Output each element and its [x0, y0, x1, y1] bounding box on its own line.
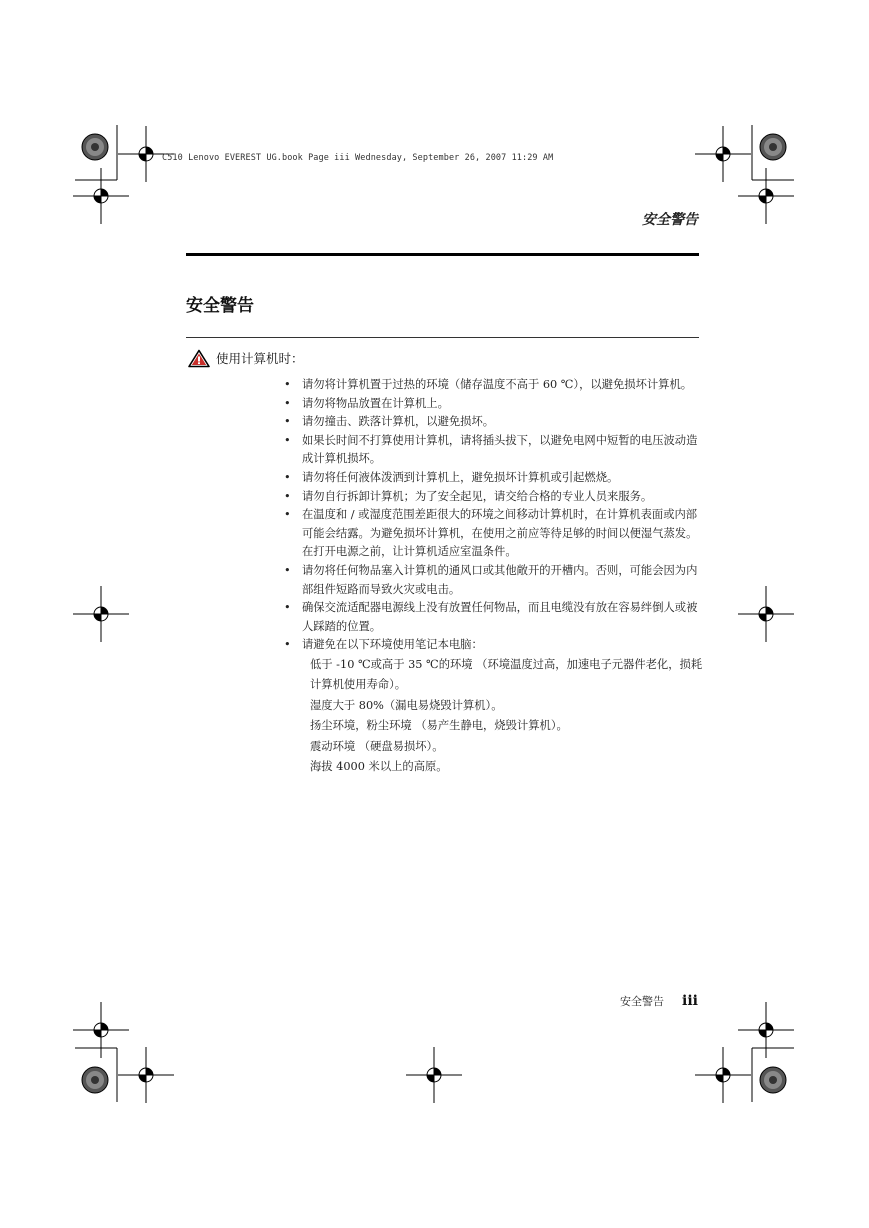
footer-section-label: 安全警告 [620, 995, 665, 1008]
environment-list [302, 655, 704, 778]
list-item-text: 请避免在以下环境使用笔记本电脑： [302, 638, 483, 652]
list-item: • 请勿撞击、跌落计算机，以避免损坏。 [284, 413, 704, 432]
section-title: 安全警告 [186, 296, 254, 316]
environment-item: 海拔 4000 米以上的高原。 [310, 760, 448, 774]
page-footer [620, 993, 698, 1009]
page-number: iii [682, 993, 698, 1009]
environment-item: 湿度大于 80%（漏电易烧毁计算机）。 [310, 698, 503, 712]
running-head: 安全警告 [642, 212, 698, 228]
warning-heading [188, 348, 304, 368]
list-item: • 请勿将物品放置在计算机上。 [284, 395, 704, 414]
environment-item: 震动环境 （硬盘易损坏）。 [310, 739, 444, 753]
list-item-environments [284, 636, 704, 778]
list-item: • 请勿将任何物品塞入计算机的通风口或其他敞开的开槽内。否则，可能会因为内部组件短路而导致火灾或电击。 [284, 562, 704, 599]
list-item: • 请勿将任何液体泼洒到计算机上，避免损坏计算机或引起燃烧。 [284, 469, 704, 488]
list-item: • 请勿将计算机置于过热的环境（储存温度不高于 60 ℃），以避免损坏计算机。 [284, 376, 704, 395]
section-divider [186, 337, 699, 338]
header-rule [186, 253, 699, 256]
list-item: • 确保交流适配器电源线上没有放置任何物品，而且电缆没有放在容易绊倒人或被人踩踏的位置。 [284, 599, 704, 636]
print-slug-line: C510 Lenovo EVEREST UG.book Page iii Wednesday, September 26, 2007 11:29 AM [162, 153, 554, 163]
environment-item: 扬尘环境，粉尘环境 （易产生静电，烧毁计算机）。 [310, 719, 568, 733]
list-item: • 在温度和 / 或湿度范围差距很大的环境之间移动计算机时，在计算机表面或内部可能会结露。为避免损坏计算机，在使用之前应等待足够的时间以便湿气蒸发。在打开电源之前，让计算机适应室温条件。 [284, 506, 704, 562]
safety-bullet-list [284, 376, 704, 778]
warning-triangle-icon [188, 349, 210, 368]
list-item: • 如果长时间不打算使用计算机，请将插头拔下，以避免电网中短暂的电压波动造成计算机损坏。 [284, 432, 704, 469]
warning-label: 使用计算机时： [216, 351, 304, 366]
environment-item: 低于 -10 ℃或高于 35 ℃的环境 （环境温度过高，加速电子元器件老化，损耗计算机使用寿命）。 [310, 657, 703, 692]
list-item: • 请勿自行拆卸计算机；为了安全起见，请交给合格的专业人员来服务。 [284, 488, 704, 507]
